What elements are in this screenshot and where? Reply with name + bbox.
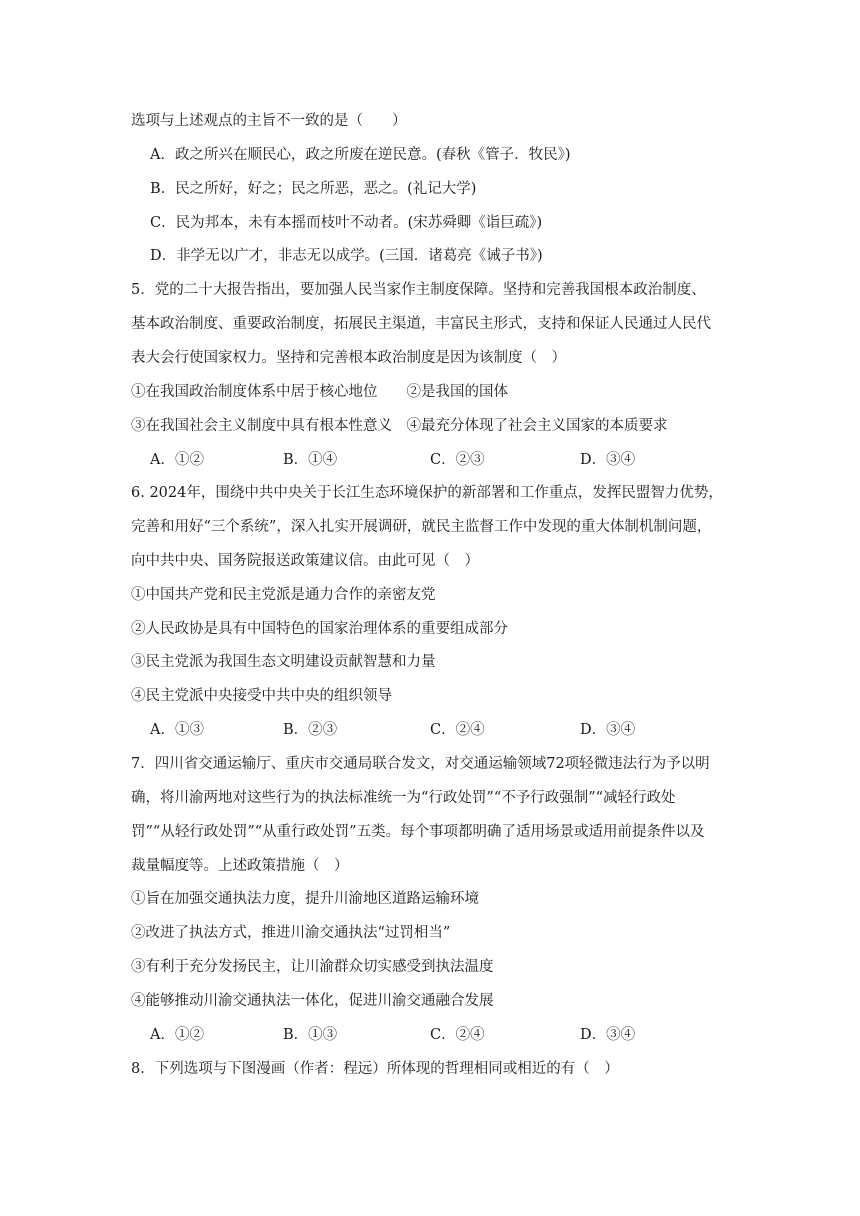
option-6b: B．②③: [283, 722, 338, 738]
question-7-statement-2: ②改进了执法方式，推进川渝交通执法“过罚相当”: [131, 925, 451, 941]
option-7c: C．②④: [430, 1027, 485, 1043]
option-4d: D．非学无以广才，非志无以成学。(三国．诸葛亮《诫子书》): [150, 248, 543, 264]
option-4a: A．政之所兴在顺民心，政之所废在逆民意。(春秋《管子．牧民》): [150, 147, 571, 163]
option-7a: A．①②: [150, 1027, 204, 1043]
option-7d: D．③④: [580, 1027, 636, 1043]
question-6-statement-4: ④民主党派中央接受中共中央的组织领导: [131, 688, 392, 704]
question-6-statement-3: ③民主党派为我国生态文明建设贡献智慧和力量: [131, 654, 436, 670]
option-5d: D．③④: [580, 452, 636, 468]
question-5-line-2: 基本政治制度、重要政治制度，拓展民主渠道，丰富民主形式，支持和保证人民通过人民代: [131, 316, 711, 332]
question-7-line-2: 确，将川渝两地对这些行为的执法标准统一为“行政处罚”“不予行政强制”“减轻行政处: [131, 790, 676, 806]
question-5-line-3: 表大会行使国家权力。坚持和完善根本政治制度是因为该制度（ ）: [131, 350, 566, 366]
question-7-statement-4: ④能够推动川渝交通执法一体化，促进川渝交通融合发展: [131, 993, 494, 1009]
question-6-statement-1: ①中国共产党和民主党派是通力合作的亲密友党: [131, 587, 436, 603]
option-6a: A．①③: [150, 722, 204, 738]
question-7-statement-1: ①旨在加强交通执法力度，提升川渝地区道路运输环境: [131, 891, 479, 907]
question-6-line-3: 向中共中央、国务院报送政策建议信。由此可见（ ）: [131, 553, 479, 569]
question-5-statement-3-4: ③在我国社会主义制度中具有根本性意义 ④最充分体现了社会主义国家的本质要求: [131, 418, 668, 434]
option-5b: B．①④: [283, 452, 338, 468]
question-6-line-1: 6. 2024年，围绕中共中央关于长江生态环境保护的新部署和工作重点，发挥民盟智力优势，: [131, 485, 723, 501]
question-7-line-1: 7．四川省交通运输厅、重庆市交通局联合发文，对交通运输领域72项轻微违法行为予以明: [131, 756, 710, 772]
option-5a: A．①②: [150, 452, 204, 468]
question-7-statement-3: ③有利于充分发扬民主，让川渝群众切实感受到执法温度: [131, 959, 494, 975]
question-8-stem: 8．下列选项与下图漫画（作者：程远）所体现的哲理相同或相近的有（ ）: [131, 1061, 619, 1077]
option-5c: C．②③: [430, 452, 485, 468]
question-5-line-1: 5．党的二十大报告指出，要加强人民当家作主制度保障。坚持和完善我国根本政治制度、: [131, 282, 706, 298]
question-6-line-2: 完善和用好“三个系统”，深入扎实开展调研，就民主监督工作中发现的重大体制机制问题，: [131, 519, 712, 535]
option-7b: B．①③: [283, 1027, 338, 1043]
question-7-line-3: 罚”“从轻行政处罚”“从重行政处罚”五类。每个事项都明确了适用场景或适用前提条件以及: [131, 824, 705, 840]
option-4c: C．民为邦本，未有本摇而枝叶不动者。(宋苏舜卿《诣巨疏》): [150, 215, 543, 231]
question-5-statement-1-2: ①在我国政治制度体系中居于核心地位 ②是我国的国体: [131, 384, 508, 400]
question-4-stem: 选项与上述观点的主旨不一致的是（ ）: [131, 113, 407, 129]
question-6-statement-2: ②人民政协是具有中国特色的国家治理体系的重要组成部分: [131, 621, 508, 637]
question-7-line-4: 裁量幅度等。上述政策措施（ ）: [131, 858, 349, 874]
option-4b: B．民之所好，好之；民之所恶，恶之。(礼记大学): [150, 181, 477, 197]
option-6d: D．③④: [580, 722, 636, 738]
option-6c: C．②④: [430, 722, 485, 738]
